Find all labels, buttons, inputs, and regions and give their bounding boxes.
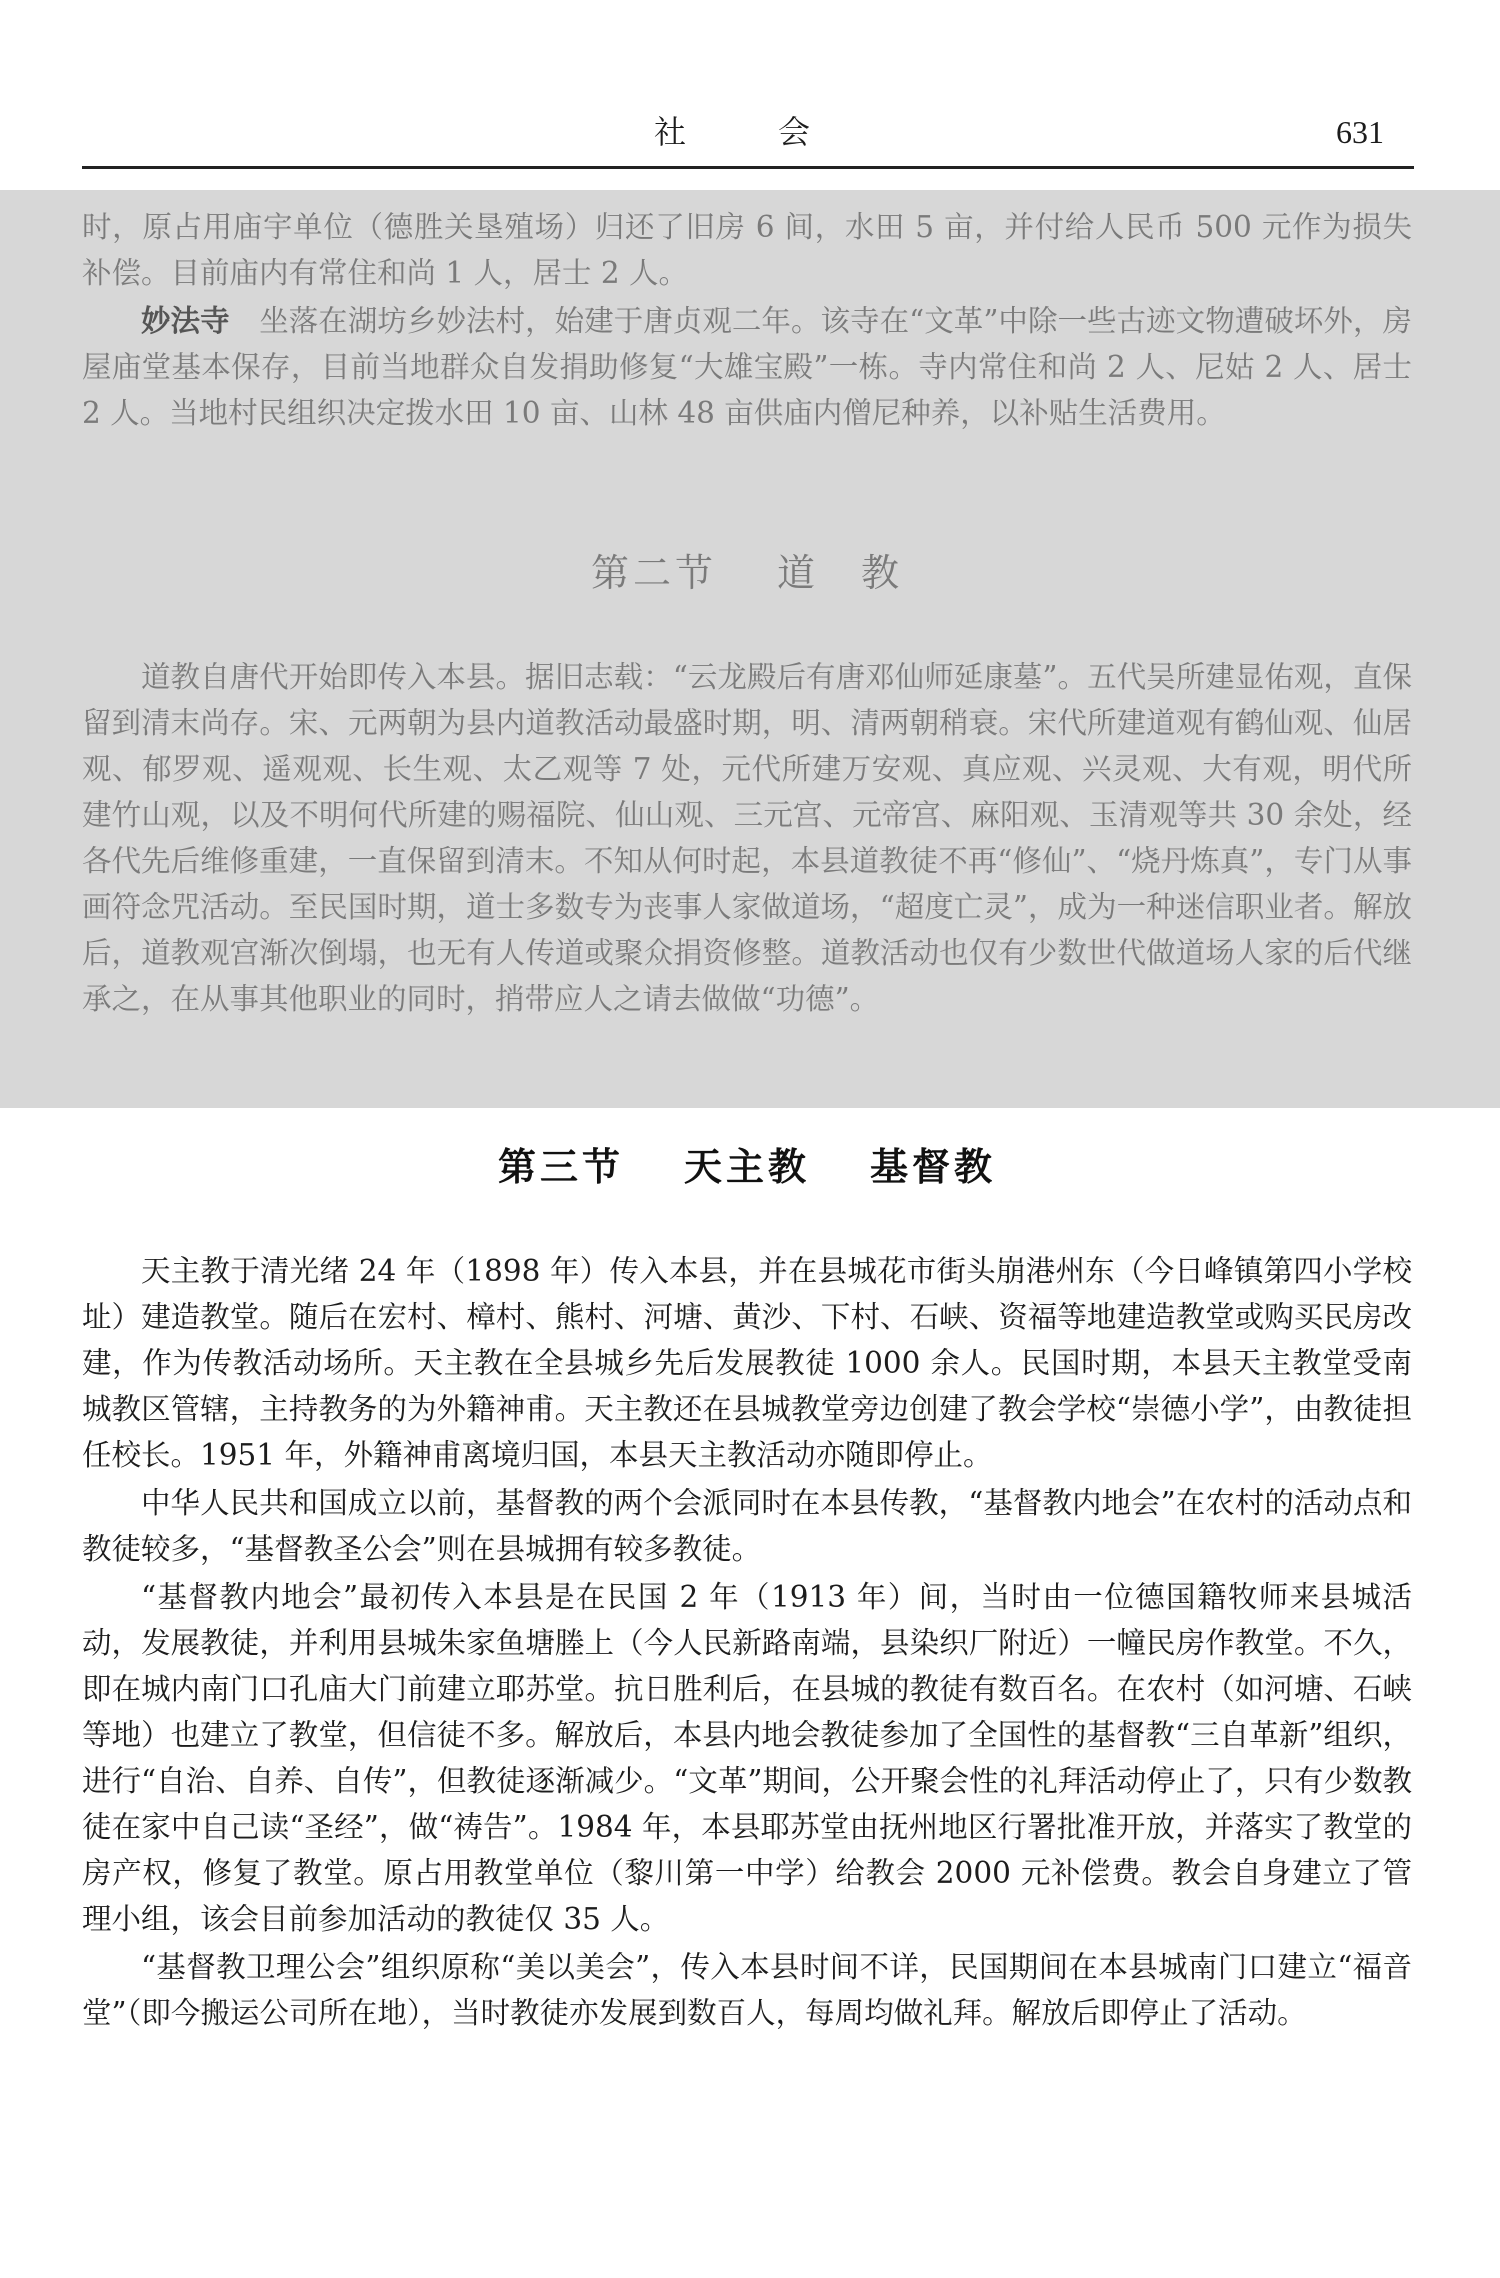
section-title: 道 教 [777, 551, 904, 595]
section-title-catholicism: 天主教 [683, 1144, 810, 1189]
temple-name: 妙法寺 [141, 303, 230, 338]
temple-description: 坐落在湖坊乡妙法村，始建于唐贞观二年。该寺在“文革”中除一些古迹文物遭破坏外，房屋庙堂基本保存，目前当地群众自发捐助修复“大雄宝殿”一栋。寺内常住和尚 2 人、尼姑 2 人、居士 2 人。当地村民组织决定拨水田 10 亩、山林 48 亩供庙内僧尼种养，以补贴生活费用。 [82, 304, 1412, 430]
page-number: 631 [1336, 114, 1384, 150]
paragraph-taoism: 道教自唐代开始即传入本县。据旧志载：“云龙殿后有唐邓仙师延康墓”。五代吴所建显佑观，直保留到清末尚存。宋、元两朝为县内道教活动最盛时期，明、清两朝稍衰。宋代所建道观有鹤仙观、仙居观、郁罗观、遥观观、长生观、太乙观等 7 处，元代所建万安观、真应观、兴灵观、大有观，明代所建竹山观，以及不明何代所建的赐福院、仙山观、三元宫、元帝宫、麻阳观、玉清观等共 30 余处，经各代先后维修重建，一直保留到清末。不知从何时起，本县道教徒不再“修仙”、“烧丹炼真”，专门从事画符念咒活动。至民国时期，道士多数专为丧事人家做道场，“超度亡灵”，成为一种迷信职业者。解放后，道教观宫渐次倒塌，也无有人传道或聚众捐资修整。道教活动也仅有少数世代做道场人家的后代继承之，在从事其他职业的同时，捎带应人之请去做做“功德”。 [82, 660, 1412, 1016]
paragraph-temple-compensation: 时，原占用庙宇单位（德胜关垦殖场）归还了旧房 6 间，水田 5 亩，并付给人民币 500 元作为损失补偿。目前庙内有常住和尚 1 人，居士 2 人。 [82, 210, 1412, 290]
gray-text-column [82, 204, 1412, 438]
paragraph-miaofa-temple [82, 298, 1412, 436]
gray-highlight-region [0, 190, 1500, 1108]
main-text-column [82, 1248, 1412, 2038]
section-heading-christianity [82, 1142, 1412, 1192]
section-heading-taoism [82, 548, 1412, 598]
paragraph-inland-mission: “基督教内地会”最初传入本县是在民国 2 年（1913 年）间，当时由一位德国籍牧师来县城活动，发展教徒，并利用县城朱家鱼塘塍上（今人民新路南端，县染织厂附近）一幢民房作教堂。不久，即在城内南门口孔庙大门前建立耶苏堂。抗日胜利后，在县城的教徒有数百名。在农村（如河塘、石峡等地）也建立了教堂，但信徒不多。解放后，本县内地会教徒参加了全国性的基督教“三自革新”组织，进行“自治、自养、自传”，但教徒逐渐减少。“文革”期间，公开聚会性的礼拜活动停止了，只有少数教徒在家中自己读“圣经”，做“祷告”。1984 年，本县耶苏堂由抚州地区行署批准开放，并落实了教堂的房产权，修复了教堂。原占用教堂单位（黎川第一中学）给教会 2000 元补偿费。教会自身建立了管理小组，该会目前参加活动的教徒仅 35 人。 [82, 1580, 1412, 1936]
section-title-protestantism: 基督教 [870, 1144, 997, 1189]
paragraph-protestant-branches: 中华人民共和国成立以前，基督教的两个会派同时在本县传教，“基督教内地会”在农村的活动点和教徒较多，“基督教圣公会”则在县城拥有较多教徒。 [82, 1486, 1412, 1566]
page-header [82, 112, 1412, 162]
section-number: 第三节 [497, 1144, 624, 1189]
paragraph-catholicism: 天主教于清光绪 24 年（1898 年）传入本县，并在县城花市街头崩港州东（今日峰镇第四小学校址）建造教堂。随后在宏村、樟村、熊村、河塘、黄沙、下村、石峡、资福等地建造教堂或购买民房改建，作为传教活动场所。天主教在全县城乡先后发展教徒 1000 余人。民国时期，本县天主教堂受南城教区管辖，主持教务的为外籍神甫。天主教还在县城教堂旁边创建了教会学校“崇德小学”，由教徒担任校长。1951 年，外籍神甫离境归国，本县天主教活动亦随即停止。 [82, 1254, 1412, 1472]
taoism-text-column [82, 654, 1412, 1024]
paragraph-methodist: “基督教卫理公会”组织原称“美以美会”，传入本县时间不详，民国期间在本县城南门口建立“福音堂”（即今搬运公司所在地），当时教徒亦发展到数百人，每周均做礼拜。解放后即停止了活动。 [82, 1950, 1412, 2030]
running-title: 社 会 [653, 113, 840, 151]
header-rule [82, 166, 1414, 169]
section-number: 第二节 [590, 551, 717, 595]
